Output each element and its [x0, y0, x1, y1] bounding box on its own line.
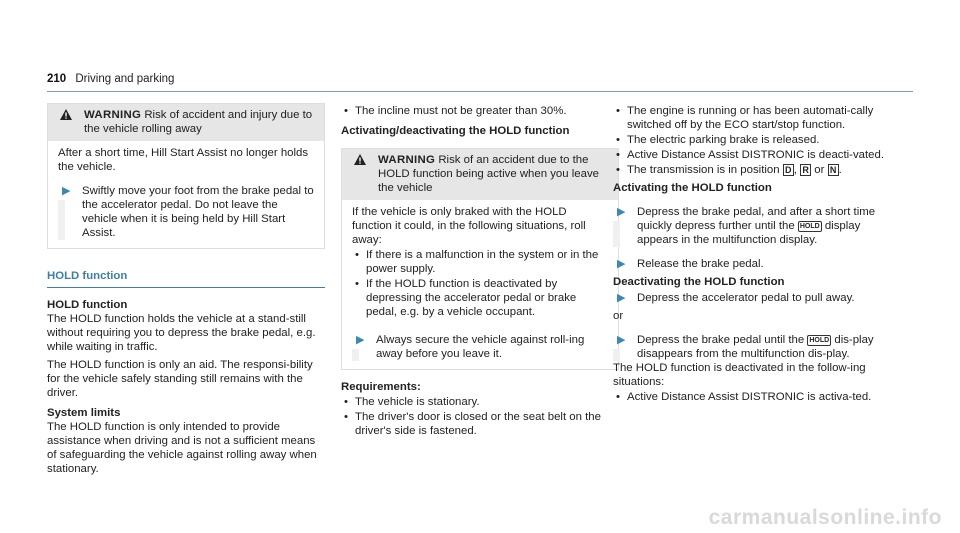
chapter-title: Driving and parking — [75, 73, 175, 85]
warning-triangle-icon — [60, 109, 72, 124]
list-item: • The driver's door is closed or the seat belt on the driver's side is fastened. — [341, 410, 619, 438]
hold-heading: HOLD function — [47, 299, 128, 311]
list-item: • Active Distance Assist DISTRONIC is activa-ted. — [613, 390, 891, 404]
step-arrow-icon: ▶ — [356, 334, 365, 346]
column-1 — [47, 103, 325, 476]
activate-deactivate-heading: Activating/deactivating the HOLD function — [341, 125, 570, 137]
deactivation-paragraph: The HOLD function is deactivated in the follow-ing situations: — [613, 362, 866, 388]
instruction-step: ▶ Depress the brake pedal until the HOLD dis-play disappears from the multifunction dis-play. — [613, 333, 891, 361]
activating-heading: Activating the HOLD function — [613, 182, 772, 194]
warning-box-hold — [341, 148, 619, 370]
list-item: • If there is a malfunction in the system or in the power supply. — [352, 248, 608, 276]
section-title-hold: HOLD function — [47, 269, 325, 288]
list-item: • The incline must not be greater than 30%. — [341, 104, 619, 118]
column-2 — [341, 103, 619, 439]
hold-indicator-icon: HOLD — [809, 337, 830, 344]
step-arrow-icon: ▶ — [617, 206, 626, 218]
warning-headline: Risk of an accident due to the HOLD function being active when you leave the vehicle — [378, 154, 599, 194]
column-3 — [613, 103, 891, 405]
page-number: 210 — [47, 73, 67, 85]
hold-paragraph-2: The HOLD function is only an aid. The responsi-bility for the vehicle safely standing still remains with the driver. — [47, 359, 313, 399]
page-header — [47, 72, 913, 92]
instruction-step: ▶ Swiftly move your foot from the brake pedal to the accelerator pedal. Do not leave the vehicle when it is being held by Hill Start Assist. — [58, 184, 314, 240]
gear-d-icon: D — [783, 164, 794, 176]
warning-triangle-icon — [354, 154, 366, 169]
gear-n-icon: N — [828, 164, 839, 176]
deactivating-heading: Deactivating the HOLD function — [613, 276, 785, 288]
warning-box-rolling — [47, 103, 325, 249]
list-item: • The electric parking brake is released. — [613, 133, 891, 147]
instruction-step: ▶ Release the brake pedal. — [617, 258, 764, 270]
requirements-heading: Requirements: — [341, 381, 421, 393]
limits-heading: System limits — [47, 407, 121, 419]
list-item: • If the HOLD function is deactivated by depressing the accelerator pedal or brake pedal, e.g. by a vehicle occupant. — [352, 277, 608, 319]
hold-paragraph-1: The HOLD function holds the vehicle at a stand-still without requiring you to depress the brake pedal, e.g. while waiting in traffic. — [47, 313, 316, 353]
warning-headline: Risk of accident and injury due to the vehicle rolling away — [84, 109, 313, 135]
step-arrow-icon: ▶ — [617, 292, 626, 304]
list-item: • Active Distance Assist DISTRONIC is deacti-vated. — [613, 148, 891, 162]
list-item: • The engine is running or has been automati-cally switched off by the ECO start/stop function. — [613, 104, 891, 132]
instruction-step: ▶ Always secure the vehicle against roll-ing away before you leave it. — [352, 333, 608, 361]
or-label: or — [613, 310, 624, 322]
step-arrow-icon: ▶ — [617, 258, 626, 270]
warning-text: If the vehicle is only braked with the HOLD function it could, in the following situations, roll away: — [352, 206, 586, 246]
instruction-step: ▶ Depress the brake pedal, and after a short time quickly depress further until the HOLD display appears in the multifunction display. — [613, 205, 891, 247]
warning-label: WARNING — [84, 109, 142, 121]
list-item: • The vehicle is stationary. — [341, 395, 619, 409]
gear-r-icon: R — [800, 164, 811, 176]
step-arrow-icon: ▶ — [617, 334, 626, 346]
instruction-step: ▶ Depress the accelerator pedal to pull away. — [617, 292, 855, 304]
step-arrow-icon: ▶ — [62, 185, 71, 197]
limits-paragraph: The HOLD function is only intended to provide assistance when driving and is not a sufficient means of safeguarding the vehicle against rolling away when stationary. — [47, 421, 317, 475]
warning-text: After a short time, Hill Start Assist no longer holds the vehicle. — [58, 147, 309, 173]
watermark: carmanualsonline.info — [708, 506, 942, 529]
warning-label: WARNING — [378, 154, 436, 166]
hold-indicator-icon: HOLD — [799, 223, 820, 230]
list-item-transmission: • The transmission is in position D , R or N . — [613, 163, 891, 177]
